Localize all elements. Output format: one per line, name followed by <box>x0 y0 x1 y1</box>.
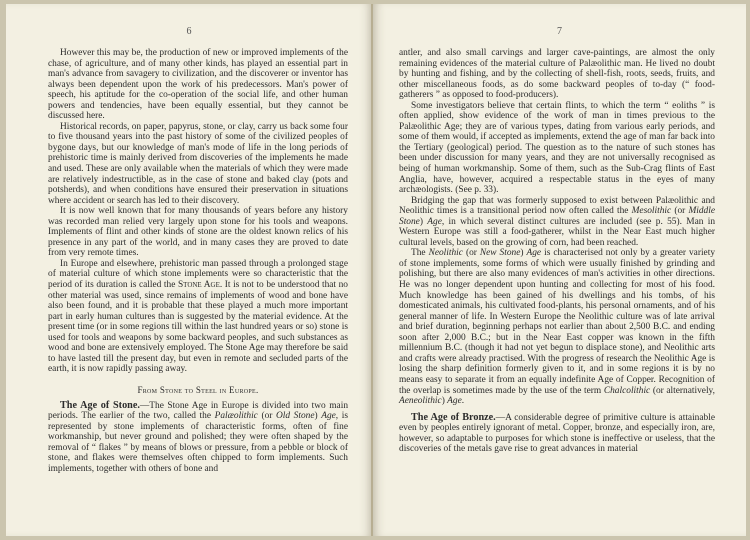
page-number: 6 <box>186 26 192 37</box>
left-page-text <box>48 48 348 474</box>
subheading-bronze-age: The Age of Bronze. <box>411 411 496 423</box>
right-page-text <box>399 48 715 455</box>
paragraph: However this may be, the production of new or improved implements of the chase, of agriculture, and of many other kinds, has played an essential part in man's advance from savagery to civilization, and the discoverer or inventor has always been dependent upon the work of his predecessors. Man's power of speech, his aptitude for the co-operation of the social life, and other human powers and tendencies, have been equally essential, but they cannot be discussed here. <box>48 48 348 122</box>
page-number: 7 <box>557 26 562 37</box>
paragraph: antler, and also small carvings and larger cave-paintings, are almost the only remaining evidences of the material culture of Palæolithic man. He lived no doubt by hunting and fishing, and by the collecting of shell-fish, roots, seeds, fruits, and other miscellaneous foods, as do some backward peoples of to-day (“ food-gatherers ” as opposed to food-producers). <box>399 48 715 101</box>
paragraph: It is now well known that for many thousands of years before any history was recorded man relied very largely upon stone for his tools and weapons. Implements of flint and other kinds of stone are the oldest known relics of his presence in any part of the world, and in many cases they are proved to date from very remote times. <box>48 206 348 259</box>
stone-age-term: Stone Age <box>177 280 220 291</box>
paragraph: The Age of Stone.—The Stone Age in Europe is divided into two main periods. The earlier of the two, called the Palæolithic (or Old Stone) Age, is represented by stone implements of characteristic forms, often of fine workmanship, but never ground and polished; they were often shaped by the removal of “ flakes ” by means of blows or pressure, from a pebble or block of stone, and flakes were themselves often chipped to form implements. Such implements, together with others of bone and <box>48 399 349 474</box>
paragraph: Historical records, on paper, papyrus, stone, or clay, carry us back some four to five thousand years into the past history of some of the civilized peoples of bygone days, but our knowledge of man's mode of life in the long periods of prehistoric time is mainly derived from discoveries of the implements he made and used. These are only available when the materials of which they were made are relatively indestructible, as in the case of stone and baked clay (pots and potsherds), and when conditions have ensured their preservation in situations where accident or search has led to their discovery. <box>48 121 348 206</box>
paragraph: Bridging the gap that was formerly supposed to exist between Palæolithic and Neolithic times is a transitional period now often called the Mesolithic (or Middle Stone) Age, in which several distinct cultures are included (see p. 55). Man in Western Europe was still a food-gatherer, whilst in the Near East much higher cultural levels, based on the growing of corn, had been reached. <box>399 195 716 248</box>
paragraph: The Age of Bronze.—A considerable degree of primitive culture is attainable even by peoples entirely ignorant of metal. Copper, bronze, and especially iron, are, however, so adaptable to purposes for which stone is ineffective or useless, that the discoveries of the metals gave rise to great advances in material <box>399 411 715 455</box>
paragraph: The Neolithic (or New Stone) Age is characterised not only by a greater variety of stone implements, some forms of which were usually finished by grinding and polishing, but there are also many evidences of man's activities in other directions. He was no longer dependent upon hunting and collecting for most of his food. Much knowledge has been gained of his dwellings and his tombs, of his domesticated animals, his cultivated food-plants, his personal ornaments, and of his general manner of life. In Western Europe the Neolithic culture was of late arrival and brief duration, beginning perhaps not earlier than about 2,500 B.C. and ending soon after 2,000 B.C.; but in the Near East copper was known in the fifth millennium B.C. (though it had not yet begun to displace stone), and Neolithic arts and crafts were already practised. With the progress of research the Neolithic Age is losing the sharp definition formerly given to it, and in some regions it is by no means easy to separate it from an equally indefinite Age of Copper. Recognition of the overlap is sometimes made by the use of the term Chalcolithic (or alternatively, Aeneolithic) Age. <box>399 248 716 407</box>
right-page <box>373 4 746 536</box>
section-heading: From Stone to Steel in Europe. <box>137 384 259 395</box>
subheading-stone-age: The Age of Stone. <box>60 399 140 411</box>
paragraph: In Europe and elsewhere, prehistoric man passed through a prolonged stage of material culture of which stone implements were so characteristic that the period of its duration is called the Stone Age. It is not to be understood that no other material was used, since remains of implements of wood and bone have also been found, and it is probable that these played a much more important part in early human cultures than is suggested by the material evidence. At the present time (or in some regions till within the last hundred years or so) stone is used for tools and weapons by some backward peoples, and such substances as wood and bone are extensively employed. The Stone Age may therefore be said to have lasted till the present day, but even in remote and secluded parts of the earth, it is now rapidly passing away. <box>48 258 348 375</box>
paragraph: Some investigators believe that certain flints, to which the term “ eoliths ” is often applied, show evidence of the work of man in times previous to the Palæolithic Age; they are of various types, dating from various early periods, and some of them would, if accepted as implements, extend the age of man far back into the Tertiary (geological) period. The question as to the nature of such stones has been under discussion for many years, and they are not universally recognised as being of human workmanship. Some of them, such as the Sub-Crag flints of East Anglia, have, however, acquired a respectable status in the eyes of many archæologists. (See p. 33). <box>399 100 715 196</box>
left-page <box>6 4 372 536</box>
